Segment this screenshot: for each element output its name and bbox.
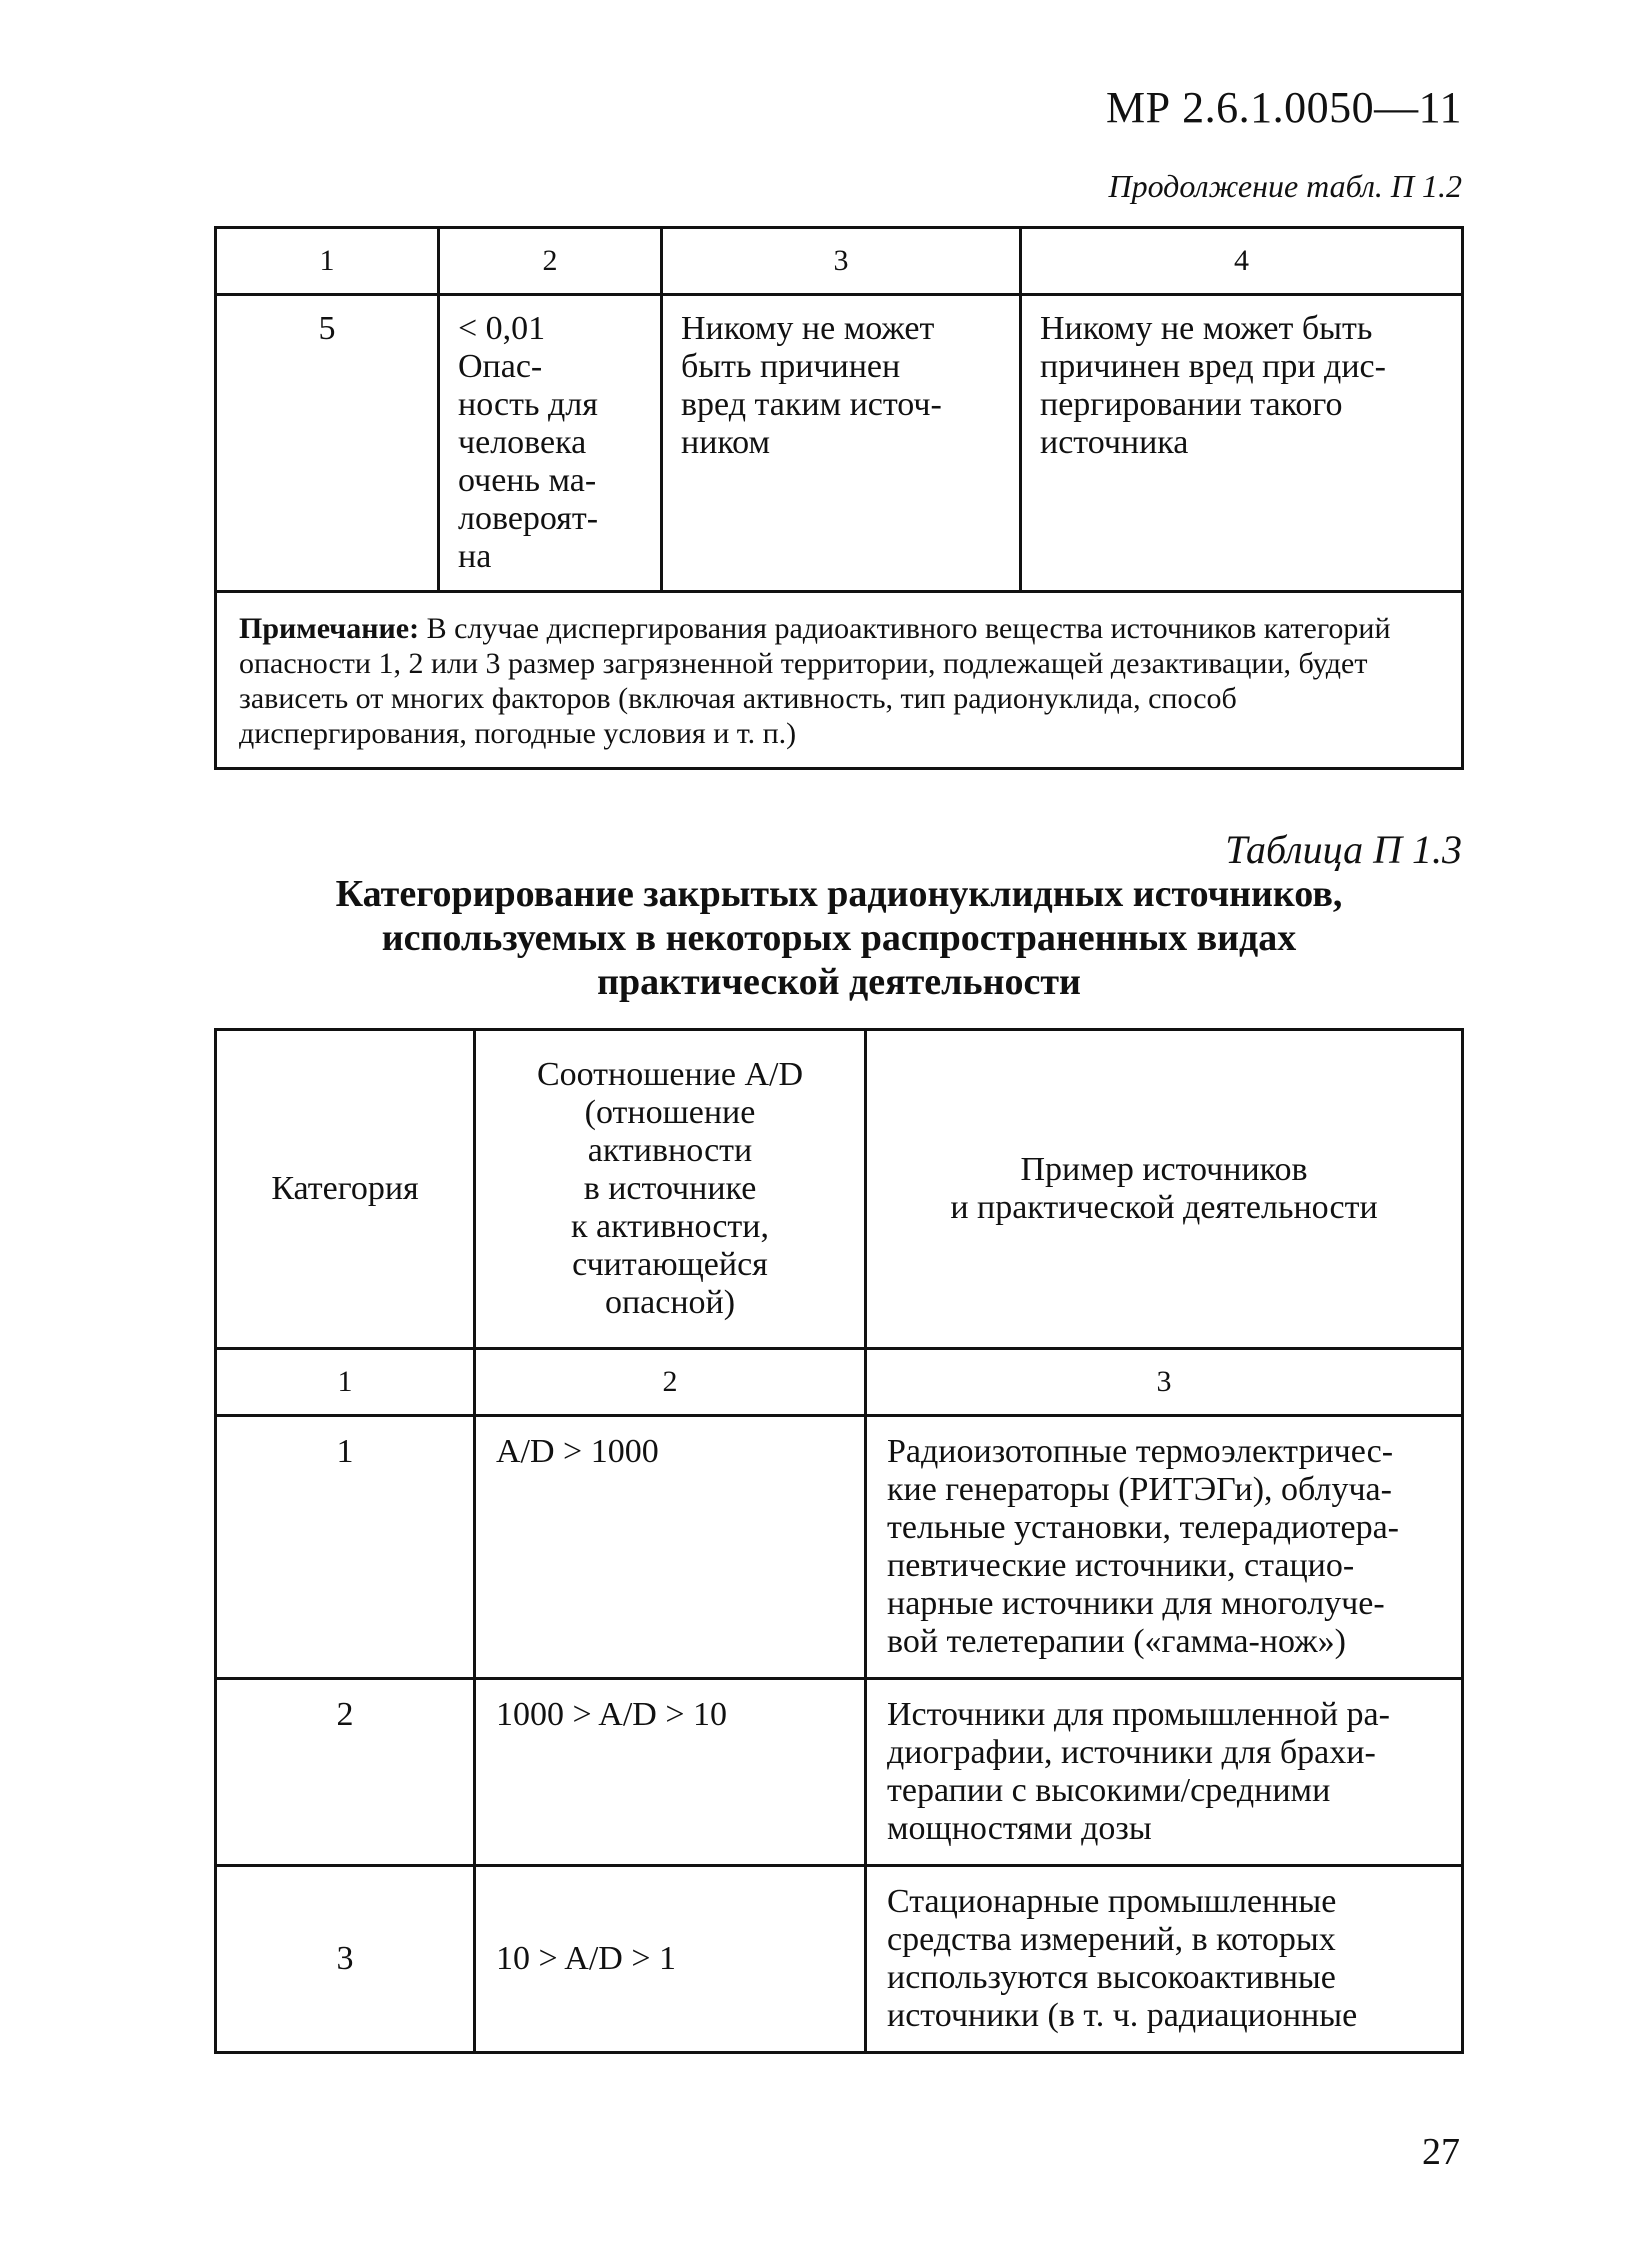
harm-disperse-cell: Никому не может быть причинен вред при дис- пергировании такого источника (1021, 295, 1463, 592)
column-number: 2 (475, 1349, 866, 1416)
column-number-row (216, 1349, 1463, 1416)
category-cell: 5 (216, 295, 439, 592)
column-number: 3 (866, 1349, 1463, 1416)
header-row (216, 1030, 1463, 1349)
table-p1-3 (214, 1028, 1464, 2054)
note-row (216, 592, 1463, 769)
harm-no-disperse-cell: Никому не может быть причинен вред таким источ- ником (662, 295, 1021, 592)
column-number: 3 (662, 228, 1021, 295)
header-category: Категория (216, 1030, 475, 1349)
category-cell: 3 (216, 1866, 475, 2053)
table-row (216, 1866, 1463, 2053)
ratio-cell: < 0,01 Опас- ность для человека очень ма- ловероят- на (439, 295, 662, 592)
examples-cell: Источники для промышленной ра- диографии, источники для брахи- терапии с высокими/средними мощностями дозы (866, 1679, 1463, 1866)
table-number: Таблица П 1.3 (1225, 827, 1462, 872)
header-ratio: Соотношение A/D (отношение активности в источнике к активности, считающейся опасной) (475, 1030, 866, 1349)
category-cell: 2 (216, 1679, 475, 1866)
ratio-cell: 1000 > A/D > 10 (475, 1679, 866, 1866)
table-continuation-label: Продолжение табл. П 1.2 (1108, 168, 1462, 204)
table-title: Категорирование закрытых радионуклидных источников, используемых в некоторых распространенных видах практической деятельности (335, 873, 1343, 1003)
table-row (216, 1679, 1463, 1866)
table-row (216, 1416, 1463, 1679)
document-code: МР 2.6.1.0050—11 (1106, 83, 1462, 132)
column-number: 4 (1021, 228, 1463, 295)
note-text: В случае диспергирования радиоактивного вещества источников категорий опасности 1, 2 или 3 размер загрязненной территории, подлежащей дезактивации, будет зависеть от многих факторов (включая активность, тип радионуклида, способ диспергирования, погодные условия и т. п.) (239, 612, 1391, 750)
page-number: 27 (1422, 2131, 1460, 2173)
column-number: 1 (216, 228, 439, 295)
header-examples: Пример источников и практической деятельности (866, 1030, 1463, 1349)
note-cell (216, 592, 1463, 769)
ratio-cell: 10 > A/D > 1 (475, 1866, 866, 2053)
examples-cell: Стационарные промышленные средства измерений, в которых используются высокоактивные источники (в т. ч. радиационные (866, 1866, 1463, 2053)
ratio-cell: A/D > 1000 (475, 1416, 866, 1679)
column-number: 1 (216, 1349, 475, 1416)
category-cell: 1 (216, 1416, 475, 1679)
table-p1-2-continuation (214, 226, 1464, 770)
column-number-row (216, 228, 1463, 295)
examples-cell: Радиоизотопные термоэлектричес- кие генераторы (РИТЭГи), облуча- тельные установки, телерадиотера- певтические источники, стацио- нарные источники для многолуче- вой телетерапии («гамма-нож») (866, 1416, 1463, 1679)
column-number: 2 (439, 228, 662, 295)
table-row (216, 295, 1463, 592)
note-label: Примечание: (239, 612, 420, 645)
